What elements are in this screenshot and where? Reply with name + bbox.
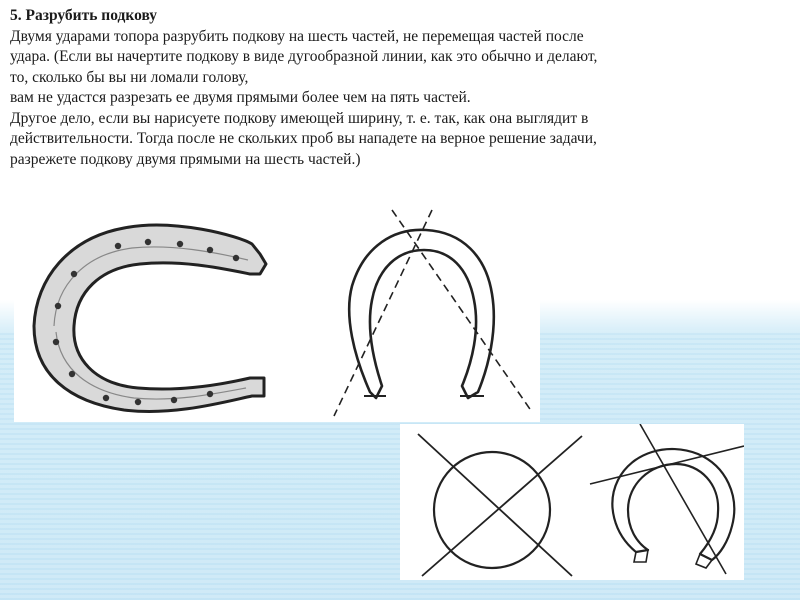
horseshoe-illustration [34, 225, 266, 411]
text-line: Двумя ударами топора разрубить подкову на шесть частей, не перемещая частей после [10, 27, 584, 45]
ring-cut-diagram [590, 424, 744, 574]
text-line: Другое дело, если вы нарисуете подкову имеющей ширину, т. е. так, как она выглядит в [10, 109, 589, 127]
text-line: то, сколько бы вы ни ломали голову, [10, 68, 249, 86]
text-line: разрежете подкову двумя прямыми на шесть частей.) [10, 150, 361, 168]
text-line: удара. (Если вы начертите подкову в виде дугообразной линии, как это обычно и делают, [10, 48, 598, 65]
horseshoe-figure-bottom [400, 424, 744, 580]
circle-cut-diagram [418, 434, 582, 576]
horseshoe-figure-top [14, 206, 540, 422]
problem-title: 5. Разрубить подкову [10, 7, 158, 24]
problem-text [10, 6, 780, 170]
horseshoe-cut-diagram [334, 210, 532, 416]
text-line: действительности. Тогда после не скольких проб вы нападете на верное решение задачи, [10, 130, 597, 147]
text-line: вам не удастся разрезать ее двумя прямыми более чем на пять частей. [10, 89, 471, 106]
